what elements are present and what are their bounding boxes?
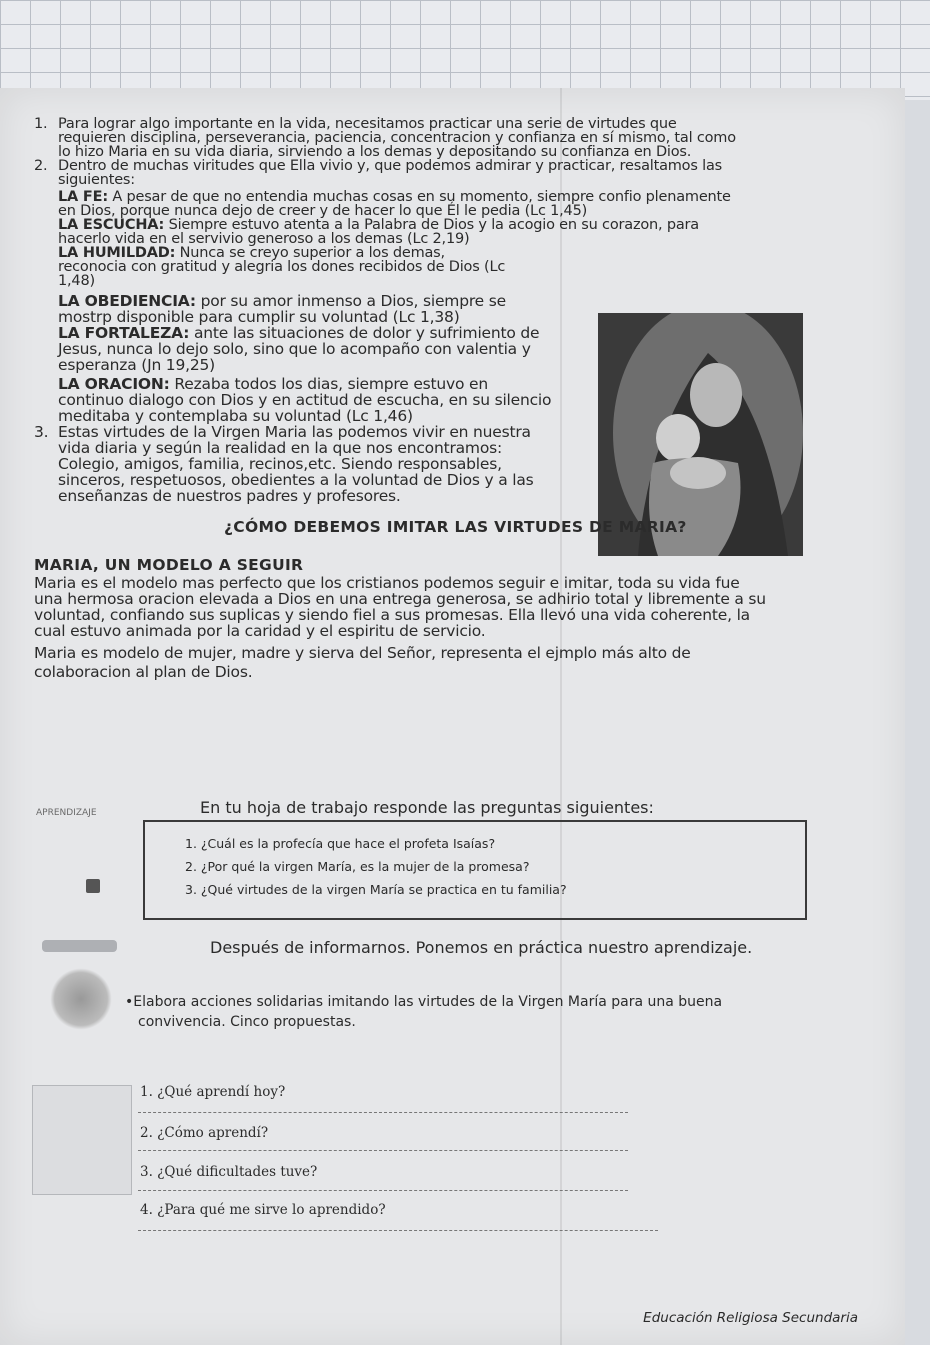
worksheet-page xyxy=(0,88,905,1345)
text-line: sinceros, respetuosos, obedientes a la voluntad de Dios y a las xyxy=(58,471,534,489)
clipart-icon xyxy=(42,940,117,952)
text-line: continuo dialogo con Dios y en actitud de escucha, en su silencio xyxy=(58,391,552,409)
item-number: 1. xyxy=(34,116,48,132)
aprendizaje-label: APRENDIZAJE xyxy=(36,808,97,818)
question-item: 3. ¿Qué virtudes de la virgen María se practica en tu familia? xyxy=(185,882,567,897)
paragraph-line: Maria es el modelo mas perfecto que los cristianos podemos seguir e imitar, toda su vida fue xyxy=(34,574,740,592)
virtue-label: LA OBEDIENCIA: xyxy=(58,292,196,310)
text-line: Estas virtudes de la Virgen Maria las podemos vivir en nuestra xyxy=(58,423,531,441)
text-line: esperanza (Jn 19,25) xyxy=(58,356,216,374)
reflection-question: 3. ¿Qué dificultades tuve? xyxy=(140,1164,318,1180)
virtue-label: LA FORTALEZA: xyxy=(58,324,190,342)
worksheet-title: En tu hoja de trabajo responde las preguntas siguientes: xyxy=(200,798,654,817)
paragraph-line: Maria es modelo de mujer, madre y sierva del Señor, representa el ejmplo más alto de xyxy=(34,644,691,662)
text-line: por su amor inmenso a Dios, siempre se xyxy=(200,292,506,310)
text-line: hacerlo vida en el servivio generoso a los demas (Lc 2,19) xyxy=(58,231,470,247)
virtue-label: LA ESCUCHA: xyxy=(58,217,165,233)
paragraph-line: cual estuvo animada por la caridad y el espiritu de servicio. xyxy=(34,622,486,640)
answer-line[interactable] xyxy=(138,1150,628,1151)
text-line: Dentro de muchas viritudes que Ella vivio y, que podemos admirar y practicar, resaltamos las xyxy=(58,158,722,174)
text-line: Nunca se creyo superior a los demas, xyxy=(179,245,445,261)
text-line: Jesus, nunca lo dejo solo, sino que lo acompaño con valentia y xyxy=(58,340,531,358)
text-line: vida diaria y según la realidad en la que nos encontramos: xyxy=(58,439,503,457)
text-line: 1,48) xyxy=(58,273,95,289)
text-line: Rezaba todos los dias, siempre estuvo en xyxy=(174,375,488,393)
main-heading: ¿CÓMO DEBEMOS IMITAR LAS VIRTUDES DE MARIA? xyxy=(224,518,687,536)
text-line: en Dios, porque nunca dejo de creer y de hacer lo que Él le pedia (Lc 1,45) xyxy=(58,203,588,219)
footer-course: Educación Religiosa Secundaria xyxy=(643,1310,858,1326)
task-line: •Elabora acciones solidarias imitando las virtudes de la Virgen María para una buena xyxy=(125,994,723,1010)
reflection-question: 2. ¿Cómo aprendí? xyxy=(140,1125,269,1141)
item-number: 3. xyxy=(34,423,49,441)
checklist-icon xyxy=(32,1085,132,1195)
text-line: mostrp disponible para cumplir su voluntad (Lc 1,38) xyxy=(58,308,460,326)
paragraph-line: voluntad, confiando sus suplicas y siendo fiel a sus promesas. Ella llevó una vida coherente, la xyxy=(34,606,750,624)
reflection-question: 1. ¿Qué aprendí hoy? xyxy=(140,1084,286,1100)
virtue-label: LA ORACION: xyxy=(58,375,170,393)
book-icon xyxy=(86,879,100,893)
text-line: Siempre estuvo atenta a la Palabra de Dios y la acogio en su corazon, para xyxy=(168,217,699,233)
text-line: enseñanzas de nuestros padres y profesores. xyxy=(58,487,401,505)
graph-paper-background xyxy=(0,0,930,100)
text-line: lo hizo Maria en su vida diaria, sirviendo a los demas y depositando su confianza en Dios. xyxy=(58,144,692,160)
page-fold xyxy=(560,88,562,1345)
answer-line[interactable] xyxy=(138,1112,628,1113)
text-line: requieren disciplina, perseverancia, paciencia, concentracion y confianza en sí mismo, tal como xyxy=(58,130,736,146)
virtue-label: LA HUMILDAD: xyxy=(58,245,176,261)
question-item: 1. ¿Cuál es la profecía que hace el profeta Isaías? xyxy=(185,836,496,851)
student-icon xyxy=(50,968,112,1030)
virtue-label: LA FE: xyxy=(58,189,108,205)
text-line: reconocia con gratitud y alegria los dones recibidos de Dios (Lc xyxy=(58,259,506,275)
question-item: 2. ¿Por qué la virgen María, es la mujer de la promesa? xyxy=(185,859,530,874)
paragraph-line: colaboracion al plan de Dios. xyxy=(34,663,253,681)
text-line: A pesar de que no entendia muchas cosas en su momento, siempre confio plenamente xyxy=(112,189,731,205)
text-line: meditaba y contemplaba su voluntad (Lc 1,46) xyxy=(58,407,413,425)
section-subheading: MARIA, UN MODELO A SEGUIR xyxy=(34,556,304,574)
text-line: siguientes: xyxy=(58,172,135,188)
paragraph-line: una hermosa oracion elevada a Dios en una entrega generosa, se adhirio total y libremente a su xyxy=(34,590,766,608)
reflection-question: 4. ¿Para qué me sirve lo aprendido? xyxy=(140,1202,386,1218)
text-line: ante las situaciones de dolor y sufrimiento de xyxy=(193,324,540,342)
practice-title: Después de informarnos. Ponemos en práctica nuestro aprendizaje. xyxy=(210,938,753,957)
answer-line[interactable] xyxy=(138,1230,658,1231)
text-line: Colegio, amigos, familia, recinos,etc. Siendo responsables, xyxy=(58,455,502,473)
answer-line[interactable] xyxy=(138,1190,628,1191)
task-line: convivencia. Cinco propuestas. xyxy=(138,1014,356,1030)
text-line: Para lograr algo importante en la vida, necesitamos practicar una serie de virtudes que xyxy=(58,116,677,132)
item-number: 2. xyxy=(34,158,48,174)
